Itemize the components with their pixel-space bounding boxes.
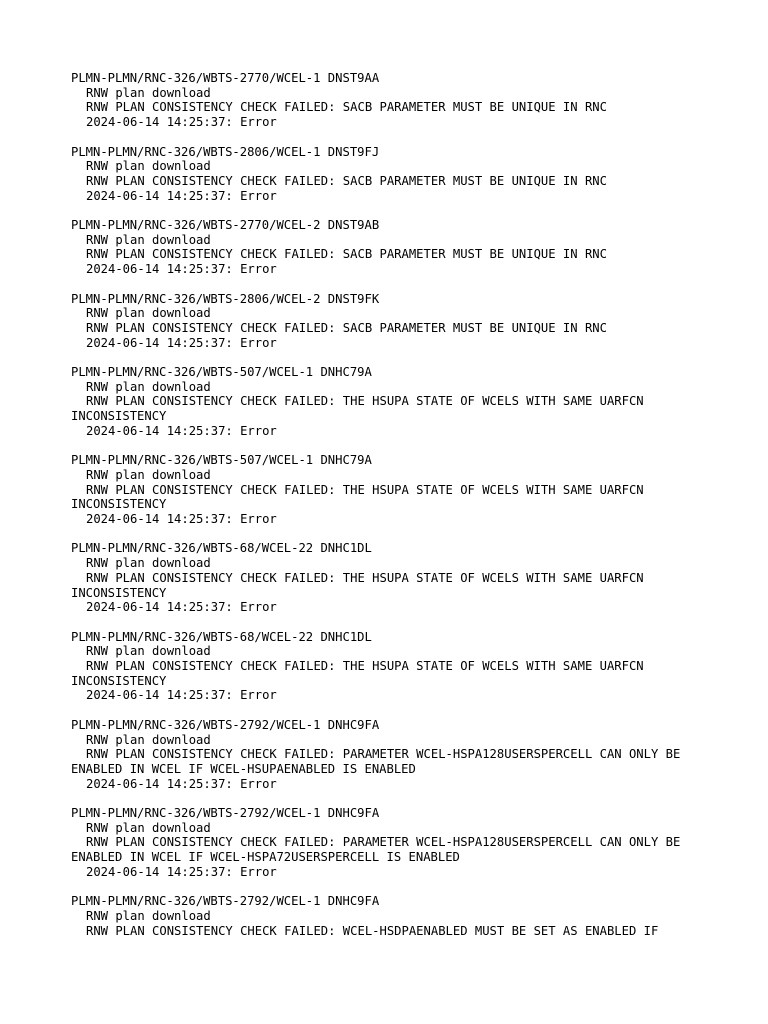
log-entry bbox=[71, 894, 721, 938]
operation-label: RNW plan download bbox=[86, 232, 211, 247]
operation-label: RNW plan download bbox=[86, 379, 211, 394]
log-entry bbox=[71, 145, 721, 204]
object-path: PLMN-PLMN/RNC-326/WBTS-2770/WCEL-2 DNST9AB bbox=[71, 218, 380, 232]
log-entry bbox=[71, 541, 721, 615]
error-message: RNW PLAN CONSISTENCY CHECK FAILED: SACB PARAMETER MUST BE UNIQUE IN RNC bbox=[86, 100, 607, 115]
operation-label: RNW plan download bbox=[86, 644, 211, 659]
timestamp-status: 2024-06-14 14:25:37: Error bbox=[86, 864, 277, 879]
operation-label: RNW plan download bbox=[86, 159, 211, 174]
log-entry bbox=[71, 718, 721, 792]
operation-label: RNW plan download bbox=[86, 732, 211, 747]
object-path: PLMN-PLMN/RNC-326/WBTS-2792/WCEL-1 DNHC9FA bbox=[71, 717, 380, 732]
log-entry bbox=[71, 453, 721, 527]
operation-label: RNW plan download bbox=[86, 85, 211, 100]
log-entry bbox=[71, 806, 721, 880]
object-path: PLMN-PLMN/RNC-326/WBTS-507/WCEL-1 DNHC79A bbox=[71, 365, 372, 379]
object-path: PLMN-PLMN/RNC-326/WBTS-2770/WCEL-1 DNST9AA bbox=[71, 71, 380, 85]
error-message: RNW PLAN CONSISTENCY CHECK FAILED: SACB PARAMETER MUST BE UNIQUE IN RNC bbox=[86, 173, 607, 188]
error-message: RNW PLAN CONSISTENCY CHECK FAILED: SACB PARAMETER MUST BE UNIQUE IN RNC bbox=[86, 247, 607, 262]
timestamp-status: 2024-06-14 14:25:37: Error bbox=[86, 335, 277, 350]
object-path: PLMN-PLMN/RNC-326/WBTS-2806/WCEL-1 DNST9FJ bbox=[71, 144, 380, 159]
operation-label: RNW plan download bbox=[86, 556, 211, 571]
error-message: RNW PLAN CONSISTENCY CHECK FAILED: THE HSUPA STATE OF WCELS WITH SAME UARFCN INCONSISTENCY bbox=[71, 570, 651, 600]
timestamp-status: 2024-06-14 14:25:37: Error bbox=[86, 600, 277, 615]
log-entry bbox=[71, 218, 721, 277]
object-path: PLMN-PLMN/RNC-326/WBTS-2806/WCEL-2 DNST9FK bbox=[71, 291, 380, 306]
log-output bbox=[71, 71, 721, 953]
timestamp-status: 2024-06-14 14:25:37: Error bbox=[86, 512, 277, 527]
object-path: PLMN-PLMN/RNC-326/WBTS-2792/WCEL-1 DNHC9FA bbox=[71, 806, 380, 821]
object-path: PLMN-PLMN/RNC-326/WBTS-68/WCEL-22 DNHC1DL bbox=[71, 541, 372, 556]
object-path: PLMN-PLMN/RNC-326/WBTS-507/WCEL-1 DNHC79A bbox=[71, 453, 372, 468]
log-entry bbox=[71, 292, 721, 351]
error-message: RNW PLAN CONSISTENCY CHECK FAILED: SACB PARAMETER MUST BE UNIQUE IN RNC bbox=[86, 320, 607, 335]
log-entry bbox=[71, 630, 721, 704]
object-path: PLMN-PLMN/RNC-326/WBTS-68/WCEL-22 DNHC1DL bbox=[71, 629, 372, 644]
error-message: RNW PLAN CONSISTENCY CHECK FAILED: THE HSUPA STATE OF WCELS WITH SAME UARFCN INCONSISTENCY bbox=[71, 659, 651, 688]
object-path: PLMN-PLMN/RNC-326/WBTS-2792/WCEL-1 DNHC9FA bbox=[71, 894, 380, 909]
error-message: RNW PLAN CONSISTENCY CHECK FAILED: THE HSUPA STATE OF WCELS WITH SAME UARFCN INCONSISTENCY bbox=[71, 482, 651, 512]
operation-label: RNW plan download bbox=[86, 306, 211, 321]
timestamp-status: 2024-06-14 14:25:37: Error bbox=[86, 423, 277, 438]
log-entry bbox=[71, 71, 721, 130]
error-message: RNW PLAN CONSISTENCY CHECK FAILED: THE HSUPA STATE OF WCELS WITH SAME UARFCN INCONSISTENCY bbox=[71, 394, 651, 424]
operation-label: RNW plan download bbox=[86, 820, 211, 835]
timestamp-status: 2024-06-14 14:25:37: Error bbox=[86, 262, 277, 277]
error-message: RNW PLAN CONSISTENCY CHECK FAILED: WCEL-HSDPAENABLED MUST BE SET AS ENABLED IF bbox=[86, 923, 659, 938]
timestamp-status: 2024-06-14 14:25:37: Error bbox=[86, 188, 277, 203]
log-entry bbox=[71, 365, 721, 439]
operation-label: RNW plan download bbox=[86, 908, 211, 923]
error-message: RNW PLAN CONSISTENCY CHECK FAILED: PARAMETER WCEL-HSPA128USERSPERCELL CAN ONLY BE ENABLED IN WCEL IF WCEL-HSPA72USERSPERCELL IS ENABLED bbox=[71, 835, 688, 865]
timestamp-status: 2024-06-14 14:25:37: Error bbox=[86, 688, 277, 703]
error-message: RNW PLAN CONSISTENCY CHECK FAILED: PARAMETER WCEL-HSPA128USERSPERCELL CAN ONLY BE ENABLED IN WCEL IF WCEL-HSUPAENABLED IS ENABLED bbox=[71, 747, 688, 776]
timestamp-status: 2024-06-14 14:25:37: Error bbox=[86, 115, 277, 130]
timestamp-status: 2024-06-14 14:25:37: Error bbox=[86, 776, 277, 791]
operation-label: RNW plan download bbox=[86, 467, 211, 482]
